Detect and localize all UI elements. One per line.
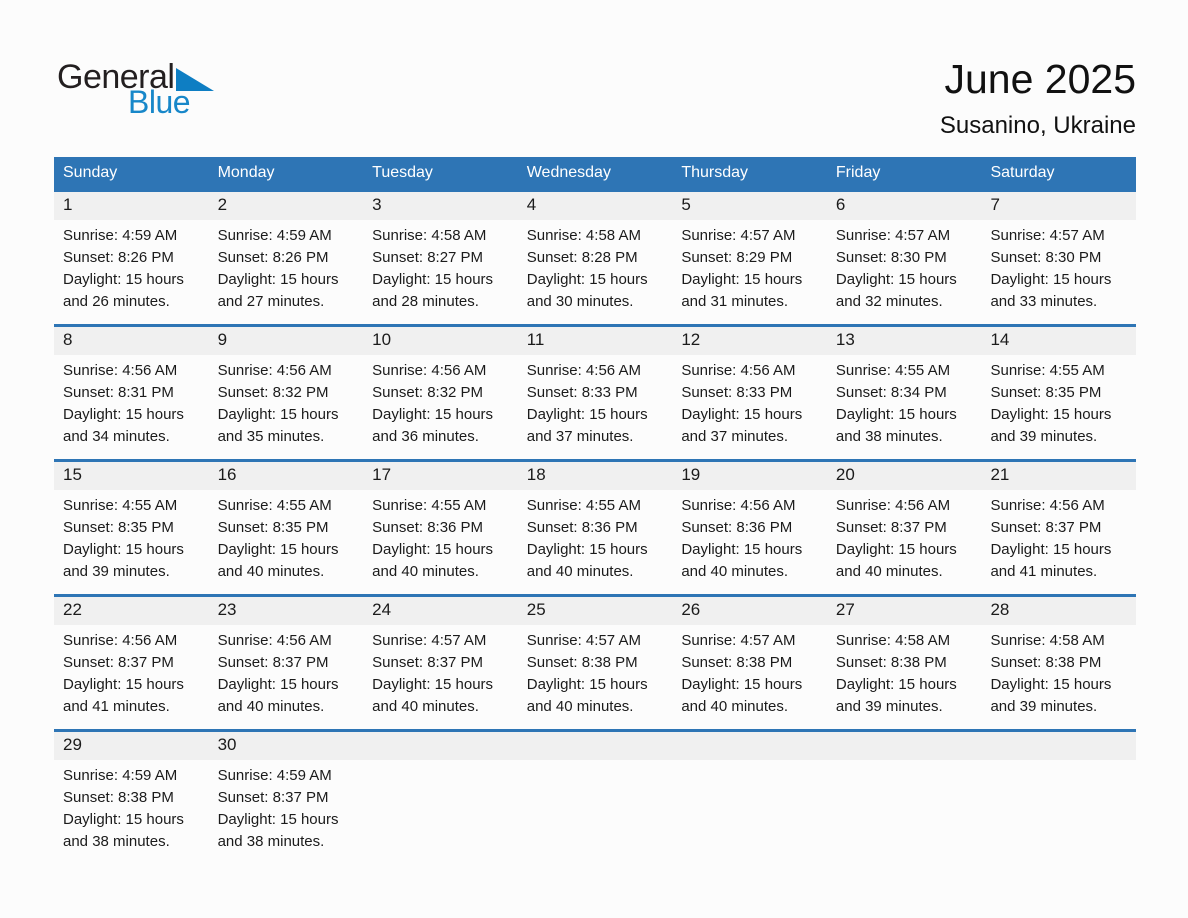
day-number: 2 [209,192,364,220]
day-number: 25 [518,597,673,625]
day-info-line: Daylight: 15 hours [835,406,957,423]
day-cell-1 [54,192,209,324]
day-cell-23 [209,597,364,729]
day-info-line: Daylight: 15 hours [835,541,957,558]
day-info-line: Sunrise: 4:55 AM [990,362,1105,379]
day-info-line: and 39 minutes. [63,563,170,580]
day-info-line: and 31 minutes. [681,293,789,310]
day-info-line: Daylight: 15 hours [372,541,494,558]
day-info [209,220,364,313]
day-info-line: Sunset: 8:27 PM [372,249,484,266]
day-info-line: and 40 minutes. [217,563,325,580]
day-info [209,625,364,718]
day-number: 29 [54,732,209,760]
day-info [363,220,518,313]
day-info-line: and 40 minutes. [217,698,325,715]
day-number: 1 [54,192,209,220]
day-info-line: Daylight: 15 hours [63,676,184,693]
day-info-line: Sunrise: 4:57 AM [990,227,1105,244]
day-info-line: and 40 minutes. [372,563,479,580]
day-cell-8 [54,327,209,459]
day-cell-7 [981,192,1136,324]
day-info-line: Sunrise: 4:56 AM [217,362,332,379]
day-info [672,625,827,718]
day-info-line: and 38 minutes. [835,428,943,445]
day-info-line: Sunrise: 4:56 AM [63,632,178,649]
day-info-line: Sunrise: 4:55 AM [526,497,641,514]
day-info-line: Sunset: 8:30 PM [835,249,947,266]
day-info [672,355,827,448]
week-row-4 [54,594,1136,729]
day-info-line: and 35 minutes. [217,428,325,445]
day-number: 18 [518,462,673,490]
day-info [981,490,1136,583]
day-info-line: Sunset: 8:31 PM [63,384,174,401]
day-info-line: Daylight: 15 hours [990,406,1112,423]
day-info-line: Sunset: 8:36 PM [526,519,638,536]
day-number: 12 [672,327,827,355]
day-info-line: Sunrise: 4:57 AM [372,632,487,649]
day-info [981,220,1136,313]
day-cell-empty [827,732,982,864]
day-cell-empty [981,732,1136,864]
weekday-header-sunday: Sunday [63,164,118,181]
day-info [363,760,518,765]
weekday-header-wednesday: Wednesday [526,164,611,181]
day-info-line: and 26 minutes. [63,293,170,310]
page-title: June 2025 [944,56,1136,102]
day-number [672,732,827,760]
day-info-line: Sunset: 8:38 PM [990,654,1102,671]
day-number: 11 [518,327,673,355]
day-number: 10 [363,327,518,355]
day-info-line: Sunrise: 4:55 AM [63,497,178,514]
day-info-line: and 40 minutes. [835,563,943,580]
day-info-line: Sunset: 8:33 PM [526,384,638,401]
day-info-line: Sunrise: 4:55 AM [835,362,951,379]
day-info-line: Sunrise: 4:55 AM [217,497,332,514]
day-info-line: Daylight: 15 hours [990,271,1112,288]
day-number [827,732,982,760]
day-number: 20 [827,462,982,490]
day-info-line: Daylight: 15 hours [63,541,184,558]
week-row-2 [54,324,1136,459]
day-info [209,355,364,448]
day-number: 7 [981,192,1136,220]
day-cell-24 [363,597,518,729]
day-cell-11 [518,327,673,459]
day-info-line: Daylight: 15 hours [217,541,339,558]
day-info-line: and 41 minutes. [990,563,1098,580]
day-number: 15 [54,462,209,490]
day-info-line: Sunset: 8:34 PM [835,384,947,401]
day-cell-empty [672,732,827,864]
day-cell-3 [363,192,518,324]
title-block [940,55,1136,140]
day-info-line: and 40 minutes. [526,563,634,580]
day-info [363,490,518,583]
day-info [981,355,1136,448]
day-info-line: Sunrise: 4:56 AM [372,362,487,379]
day-info-line: Sunset: 8:38 PM [681,654,793,671]
day-info-line: Daylight: 15 hours [835,271,957,288]
day-cell-21 [981,462,1136,594]
day-cell-empty [363,732,518,864]
day-info-line: Daylight: 15 hours [63,811,184,828]
logo-text-blue: Blue [128,84,191,120]
day-info-line: Daylight: 15 hours [63,271,184,288]
day-number: 3 [363,192,518,220]
day-info-line: and 39 minutes. [990,428,1098,445]
day-info-line: and 40 minutes. [681,698,789,715]
day-info-line: Sunrise: 4:58 AM [372,227,487,244]
day-info-line: Daylight: 15 hours [681,676,803,693]
day-cell-26 [672,597,827,729]
day-info-line: and 39 minutes. [990,698,1098,715]
day-info-line: and 37 minutes. [681,428,789,445]
day-info-line: Daylight: 15 hours [372,676,494,693]
day-info-line: Daylight: 15 hours [681,541,803,558]
day-info [363,355,518,448]
day-info-line: and 37 minutes. [526,428,634,445]
day-info-line: and 39 minutes. [835,698,943,715]
day-number: 14 [981,327,1136,355]
day-cell-14 [981,327,1136,459]
day-info [981,760,1136,765]
day-info-line: Daylight: 15 hours [990,541,1112,558]
day-info-line: Sunrise: 4:55 AM [372,497,487,514]
weekday-header-friday: Friday [835,164,881,181]
day-number: 5 [672,192,827,220]
day-info [518,220,673,313]
day-info-line: Sunset: 8:29 PM [681,249,793,266]
day-cell-18 [518,462,673,594]
weekday-header-tuesday: Tuesday [372,164,433,181]
day-number: 26 [672,597,827,625]
day-info-line: Sunrise: 4:56 AM [526,362,641,379]
day-info-line: Sunset: 8:37 PM [217,789,329,806]
day-info-line: Daylight: 15 hours [526,676,648,693]
day-info-line: Sunset: 8:35 PM [217,519,329,536]
day-info-line: Sunset: 8:32 PM [372,384,484,401]
day-info [209,760,364,853]
day-info-line: Sunrise: 4:58 AM [990,632,1105,649]
day-number: 30 [209,732,364,760]
calendar-grid [54,189,1136,864]
day-info [672,220,827,313]
day-info-line: and 40 minutes. [526,698,634,715]
weekday-header-saturday: Saturday [990,164,1055,181]
day-cell-27 [827,597,982,729]
day-info-line: and 41 minutes. [63,698,170,715]
day-info-line: Sunset: 8:37 PM [835,519,947,536]
day-info-line: Sunrise: 4:56 AM [217,632,332,649]
day-number: 13 [827,327,982,355]
general-blue-logo [57,60,214,119]
day-info-line: Sunrise: 4:56 AM [835,497,951,514]
day-info [54,355,209,448]
day-info-line: Sunset: 8:38 PM [63,789,174,806]
day-info-line: Sunrise: 4:56 AM [63,362,178,379]
day-info-line: Daylight: 15 hours [217,676,339,693]
day-cell-22 [54,597,209,729]
day-info-line: Sunrise: 4:56 AM [681,362,796,379]
day-cell-30 [209,732,364,864]
day-info-line: Sunset: 8:35 PM [990,384,1102,401]
day-info-line: Sunset: 8:36 PM [372,519,484,536]
day-info-line: Daylight: 15 hours [217,406,339,423]
day-info [827,490,982,583]
day-info [518,760,673,765]
day-number: 9 [209,327,364,355]
day-info-line: and 28 minutes. [372,293,479,310]
day-info-line: Sunset: 8:36 PM [681,519,793,536]
day-info [518,355,673,448]
day-cell-6 [827,192,982,324]
week-row-3 [54,459,1136,594]
day-number: 4 [518,192,673,220]
day-info-line: Daylight: 15 hours [990,676,1112,693]
day-cell-10 [363,327,518,459]
day-info [209,490,364,583]
day-cell-16 [209,462,364,594]
day-info-line: Sunrise: 4:59 AM [217,767,332,784]
day-number: 23 [209,597,364,625]
week-row-1 [54,189,1136,324]
day-cell-empty [518,732,673,864]
day-info [518,625,673,718]
day-cell-12 [672,327,827,459]
day-info-line: and 27 minutes. [217,293,325,310]
day-cell-15 [54,462,209,594]
day-info-line: and 40 minutes. [372,698,479,715]
day-info [827,355,982,448]
day-cell-9 [209,327,364,459]
day-cell-20 [827,462,982,594]
day-number: 19 [672,462,827,490]
calendar [54,157,1136,864]
day-info-line: Daylight: 15 hours [681,406,803,423]
day-info [363,625,518,718]
day-info-line: Sunset: 8:38 PM [835,654,947,671]
day-info-line: Daylight: 15 hours [681,271,803,288]
day-info-line: Daylight: 15 hours [526,406,648,423]
day-info-line: Sunrise: 4:57 AM [681,632,796,649]
day-info-line: and 38 minutes. [63,833,170,850]
day-info [54,220,209,313]
day-number [981,732,1136,760]
day-info-line: and 40 minutes. [681,563,789,580]
day-info-line: Sunrise: 4:59 AM [63,767,178,784]
day-info [54,760,209,853]
day-info-line: Sunrise: 4:57 AM [835,227,951,244]
day-info-line: Sunset: 8:37 PM [372,654,484,671]
day-info-line: Sunrise: 4:58 AM [835,632,951,649]
day-info-line: Sunset: 8:37 PM [990,519,1102,536]
day-info-line: and 36 minutes. [372,428,479,445]
day-number: 22 [54,597,209,625]
day-info-line: and 32 minutes. [835,293,943,310]
day-cell-2 [209,192,364,324]
day-info-line: Sunset: 8:37 PM [217,654,329,671]
day-info-line: Sunset: 8:35 PM [63,519,174,536]
day-info [518,490,673,583]
day-info [54,625,209,718]
day-cell-5 [672,192,827,324]
day-info [827,760,982,765]
weekday-header-monday: Monday [217,164,275,181]
day-info-line: Sunrise: 4:56 AM [990,497,1105,514]
weekday-header-thursday: Thursday [681,164,749,181]
day-info-line: and 30 minutes. [526,293,634,310]
day-number [518,732,673,760]
day-info-line: Sunset: 8:33 PM [681,384,793,401]
day-info-line: Daylight: 15 hours [372,406,494,423]
day-info-line: Sunrise: 4:58 AM [526,227,641,244]
day-number: 27 [827,597,982,625]
day-info-line: Daylight: 15 hours [63,406,184,423]
day-number: 16 [209,462,364,490]
day-info-line: Daylight: 15 hours [217,271,339,288]
day-cell-25 [518,597,673,729]
day-info-line: Sunset: 8:26 PM [217,249,329,266]
day-info-line: Daylight: 15 hours [372,271,494,288]
day-info-line: Sunrise: 4:56 AM [681,497,796,514]
weekday-header-row [54,157,1136,189]
day-info-line: Sunset: 8:37 PM [63,654,174,671]
week-row-5 [54,729,1136,864]
day-info [54,490,209,583]
day-cell-4 [518,192,673,324]
page-subtitle: Susanino, Ukraine [939,112,1136,139]
day-info-line: Daylight: 15 hours [835,676,957,693]
day-number: 8 [54,327,209,355]
day-number: 21 [981,462,1136,490]
day-info-line: Sunset: 8:26 PM [63,249,174,266]
logo-text-general: General [57,58,175,96]
day-info-line: Daylight: 15 hours [526,271,648,288]
day-info [672,490,827,583]
day-info [672,760,827,765]
day-info-line: Sunset: 8:38 PM [526,654,638,671]
day-number: 24 [363,597,518,625]
day-info-line: and 38 minutes. [217,833,325,850]
day-info [981,625,1136,718]
day-info-line: Sunset: 8:30 PM [990,249,1102,266]
day-info-line: Daylight: 15 hours [526,541,648,558]
day-info-line: Sunrise: 4:57 AM [526,632,641,649]
day-info-line: Sunset: 8:28 PM [526,249,638,266]
day-cell-29 [54,732,209,864]
day-info-line: Daylight: 15 hours [217,811,339,828]
day-cell-19 [672,462,827,594]
day-info [827,220,982,313]
day-cell-17 [363,462,518,594]
day-info-line: Sunrise: 4:59 AM [217,227,332,244]
day-cell-13 [827,327,982,459]
day-info-line: and 34 minutes. [63,428,170,445]
day-info-line: Sunrise: 4:57 AM [681,227,796,244]
day-info-line: and 33 minutes. [990,293,1098,310]
day-number: 17 [363,462,518,490]
day-number: 6 [827,192,982,220]
day-number: 28 [981,597,1136,625]
day-info-line: Sunset: 8:32 PM [217,384,329,401]
day-number [363,732,518,760]
day-info [827,625,982,718]
day-cell-28 [981,597,1136,729]
day-info-line: Sunrise: 4:59 AM [63,227,178,244]
